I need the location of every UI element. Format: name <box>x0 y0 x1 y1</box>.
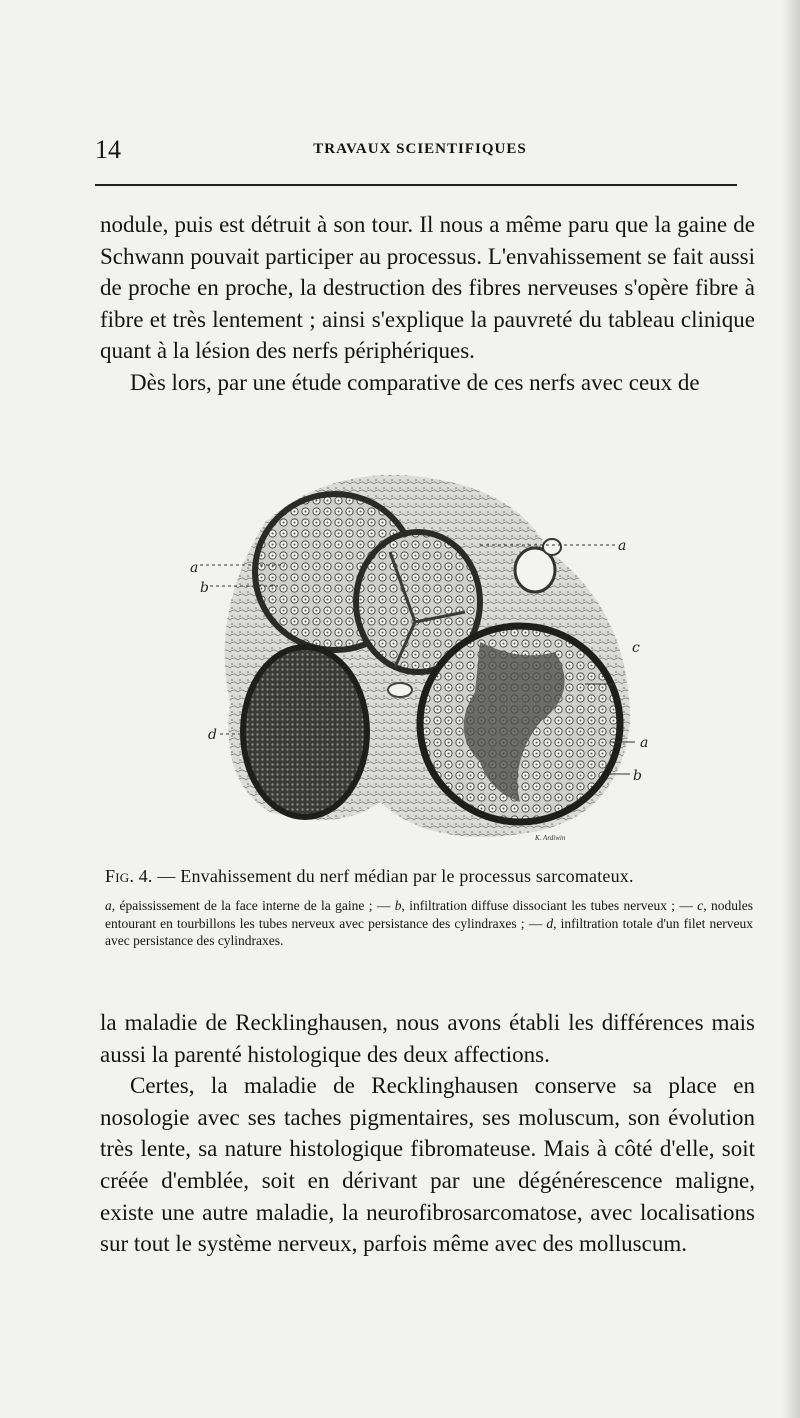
legend-letter-a: a <box>105 898 112 913</box>
caption-title-text: Envahissement du nerf médian par le processus sarcomateux. <box>180 866 634 886</box>
label-a-right: a <box>640 735 649 751</box>
paragraph-recklinghausen: la maladie de Recklinghausen, nous avons établi les différences mais aussi la parenté histologique des deux affections. <box>100 1010 755 1067</box>
lower-text-block <box>100 1007 755 1260</box>
legend-text-d: , infiltration totale d'un filet nerveux avec persistance des cylindraxes. <box>105 915 753 948</box>
legend-letter-b: b <box>394 898 402 913</box>
paragraph-des-lors: Dès lors, par une étude comparative de ces nerfs avec ceux de <box>130 369 700 395</box>
paragraph-continuation: nodule, puis est détruit à son tour. Il nous a même paru que la gaine de Schwann pouvait participer au processus. L'envahissement se fait aussi de proche en proche, la destruction des fibres nerveuses s'opère fibre à fibre et très lentement ; ainsi s'explique la pauvreté du tableau clinique quant à la lésion des nerfs périphériques. <box>100 212 755 364</box>
label-a-left: a <box>190 560 199 576</box>
page-header <box>95 135 745 165</box>
legend-letter-d: d <box>546 915 554 931</box>
label-a-top-right: a <box>618 538 627 554</box>
label-b-right: b <box>633 768 642 784</box>
page-edge-shadow <box>782 0 800 1418</box>
caption-dash: — <box>152 866 181 886</box>
figure-caption-title <box>105 866 755 887</box>
figure-nerve-section <box>190 462 660 852</box>
figure-legend <box>105 897 753 950</box>
page-number: 14 <box>95 135 121 164</box>
label-d: d <box>208 727 217 743</box>
top-text-block <box>100 209 755 399</box>
label-b-left: b <box>200 580 209 596</box>
illustrator-signature: K. Ardiwin <box>535 834 566 842</box>
legend-letter-c: c <box>697 898 704 913</box>
fascicle-dense-d <box>243 647 367 817</box>
figure-number: Fig. 4. <box>105 866 153 886</box>
legend-text-b: , infiltration diffuse dissociant les tubes nerveux ; — <box>401 898 698 913</box>
header-rule <box>95 184 737 186</box>
running-head: TRAVAUX SCIENTIFIQUES <box>313 141 527 157</box>
paragraph-certes: Certes, la maladie de Recklinghausen conserve sa place en nosologie avec ses taches pigmentaires, ses moluscum, son évolution très lente, sa nature histologique fibromateuse. Mais à côté d'elle, soit créée d'emblée, soit en dérivant par une dégénérescence maligne, existe une autre maladie, la neurofibrosarcomatose, avec localisations sur tout le système nerveux, parfois même avec des molluscum. <box>100 1073 755 1257</box>
legend-text-c: , nodules entourant en tourbillons les tubes nerveux avec persistance des cylindraxes ; — <box>105 898 753 931</box>
nerve-illustration <box>190 462 660 852</box>
label-c: c <box>632 640 640 656</box>
legend-text-a: , épaississement de la face interne de la gaine ; — <box>111 898 395 913</box>
